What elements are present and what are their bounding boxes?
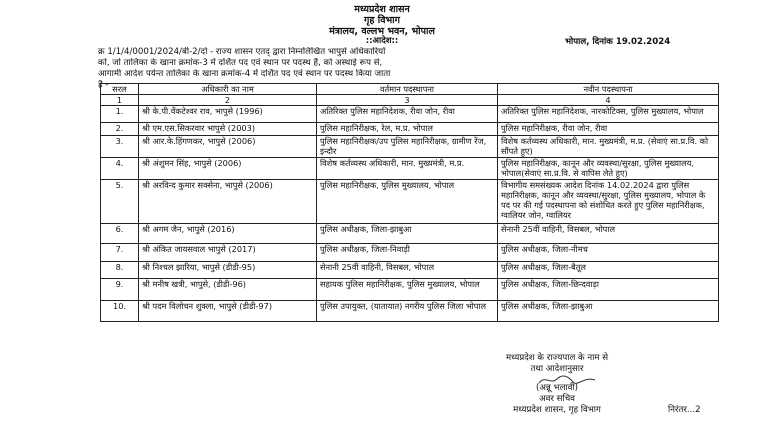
new-posting-cell: पुलिस महानिरीक्षक, रीवा जोन, रीवा (498, 123, 719, 136)
order-date: भोपाल, दिनांक 19.02.2024 (565, 37, 671, 47)
order-line: क्र 1/1/4/0001/2024/बी-2/दो - राज्य शासन एतद् द्वारा निम्नलिखित भापुसे अधिकारियों (98, 47, 386, 57)
current-posting-cell: पुलिस महानिरीक्षक, पुलिस मुख्यालय, भोपाल (317, 180, 498, 224)
officer-name-cell: श्री अंशुमन सिंह, भापुसे (2006) (139, 158, 317, 180)
table-row (101, 244, 719, 262)
continuation-note: निरंतर...2 (668, 405, 701, 415)
signatory-department: मध्यप्रदेश शासन, गृह विभाग (513, 405, 601, 415)
column-number: 4 (498, 95, 719, 106)
column-number: 3 (317, 95, 498, 106)
new-posting-cell: पुलिस अधीक्षक, जिला-झाबुआ (498, 301, 719, 322)
current-posting-cell: पुलिस अधीक्षक, जिला-निवाड़ी (317, 244, 498, 262)
current-posting-cell: सेनानी 25वीं वाहिनी, विसबल, भोपाल (317, 262, 498, 279)
serial-number-cell: 3. (101, 136, 139, 158)
officer-name-cell: श्री पदम विलोचन शुक्ला, भापुसे (डीडी-97) (139, 301, 317, 322)
officer-name-cell: श्री निश्चल झारिया, भापुसे (डीडी-95) (139, 262, 317, 279)
order-line: है - (98, 80, 109, 90)
current-posting-cell: पुलिस उपायुक्त, (यातायात) नगरीय पुलिस जिला भोपाल (317, 301, 498, 322)
new-posting-cell: पुलिस अधीक्षक, जिला-छिन्दवाड़ा (498, 279, 719, 301)
officer-name-cell: श्री के.पी.वेंकटेश्वर राव, भापुसे (1996) (139, 106, 317, 123)
officer-name-cell: श्री अंकित जायसवाल भापुसे (2017) (139, 244, 317, 262)
office-address: मंत्रालय, वल्लभ भवन, भोपाल (329, 26, 435, 37)
table-row (101, 180, 719, 224)
table-column-number-row (101, 95, 719, 106)
signatory-designation: अवर सचिव (539, 394, 575, 404)
header-new-posting: नवीन पदस्थापना (498, 84, 719, 95)
new-posting-cell: विशेष कर्तव्यस्थ अधिकारी, मान. मुख्यमंत्री, म.प्र. (सेवाएं सा.प्र.वि. को सौंपते हुए) (498, 136, 719, 158)
order-line: को, जो तालिका के खाना क्रमांक-3 में दर्शित पद एवं स्थान पर पदस्थ हैं, को अस्थाई रूप से, (98, 58, 383, 68)
table-row (101, 224, 719, 244)
officer-name-cell: श्री मनीष खत्री, भापुसे, (डीडी-96) (139, 279, 317, 301)
column-number: 2 (139, 95, 317, 106)
header-current-posting: वर्तमान पदस्थापना (317, 84, 498, 95)
new-posting-cell: पुलिस महानिरीक्षक, कानून और व्यवस्था/सुरक्षा, पुलिस मुख्यालय, भोपाल(सेवाएं सा.प्र.वि. से वापिस लेते हुए) (498, 158, 719, 180)
officer-name-cell: श्री एम.एस.सिकरवार भापुसे (2003) (139, 123, 317, 136)
govt-name: मध्यप्रदेश शासन (354, 4, 410, 15)
current-posting-cell: अतिरिक्त पुलिस महानिदेशक, रीवा जोन, रीवा (317, 106, 498, 123)
officer-name-cell: श्री आर.के.हिंगणकर, भापुसे (2006) (139, 136, 317, 158)
table-header-row (101, 84, 719, 95)
current-posting-cell: विशेष कर्तव्यस्थ अधिकारी, मान. मुख्यमंत्री, म.प्र. (317, 158, 498, 180)
serial-number-cell: 7. (101, 244, 139, 262)
serial-number-cell: 1. (101, 106, 139, 123)
serial-number-cell: 9. (101, 279, 139, 301)
new-posting-cell: विभागीय समसंख्यक आदेश दिनांक 14.02.2024 द्वारा पुलिस महानिरीक्षक, कानून और व्यवस्था/सुरक्षा, पुलिस मुख्यालय, भोपाल के पद पर की गई पदस्थापना को संशोधित करते हुए पुलिस महानिरीक्षक, ग्वालियर जोन, ग्वालियर (498, 180, 719, 224)
table-row (101, 301, 719, 322)
column-number: 1 (101, 95, 139, 106)
table-row (101, 262, 719, 279)
signatory-name: (अन्नू भलावी) (536, 383, 578, 393)
serial-number-cell: 6. (101, 224, 139, 244)
officer-name-cell: श्री अरविन्द कुमार सक्सेना, भापुसे (2006) (139, 180, 317, 224)
table-row (101, 279, 719, 301)
new-posting-cell: पुलिस अधीक्षक, जिला-नीमच (498, 244, 719, 262)
order-line: आगामी आदेश पर्यन्त तालिका के खाना क्रमांक-4 में दर्शित पद एवं स्थान पर पदस्थ किया जाता (98, 69, 391, 79)
serial-number-cell: 2. (101, 123, 139, 136)
serial-number-cell: 5. (101, 180, 139, 224)
posting-table (100, 83, 719, 322)
department-name: गृह विभाग (364, 15, 400, 26)
table-row (101, 136, 719, 158)
serial-number-cell: 10. (101, 301, 139, 322)
new-posting-cell: अतिरिक्त पुलिस महानिदेशक, नारकोटिक्स, पुलिस मुख्यालय, भोपाल (498, 106, 719, 123)
new-posting-cell: पुलिस अधीक्षक, जिला-बैतूल (498, 262, 719, 279)
new-posting-cell: सेनानी 25वीं वाहिनी, विसबल, भोपाल (498, 224, 719, 244)
officer-name-cell: श्री अगम जैन, भापुसे (2016) (139, 224, 317, 244)
signature-order-line: तथा आदेशानुसार (530, 364, 584, 374)
order-heading: ::आदेश:: (365, 36, 399, 46)
table-row (101, 106, 719, 123)
current-posting-cell: सहायक पुलिस महानिरीक्षक, पुलिस मुख्यालय, भोपाल (317, 279, 498, 301)
serial-number-cell: 4. (101, 158, 139, 180)
signature-authority-line: मध्यप्रदेश के राज्यपाल के नाम से (505, 353, 609, 363)
current-posting-cell: पुलिस महानिरीक्षक, रेल, म.प्र. भोपाल (317, 123, 498, 136)
table-row (101, 123, 719, 136)
current-posting-cell: पुलिस महानिरीक्षक/उप पुलिस महानिरीक्षक, ग्रामीण रेंज, इन्दौर (317, 136, 498, 158)
serial-number-cell: 8. (101, 262, 139, 279)
header-officer-name: अधिकारी का नाम (139, 84, 317, 95)
header-serial: सरल (101, 84, 139, 95)
table-row (101, 158, 719, 180)
current-posting-cell: पुलिस अधीक्षक, जिला-झाबुआ (317, 224, 498, 244)
